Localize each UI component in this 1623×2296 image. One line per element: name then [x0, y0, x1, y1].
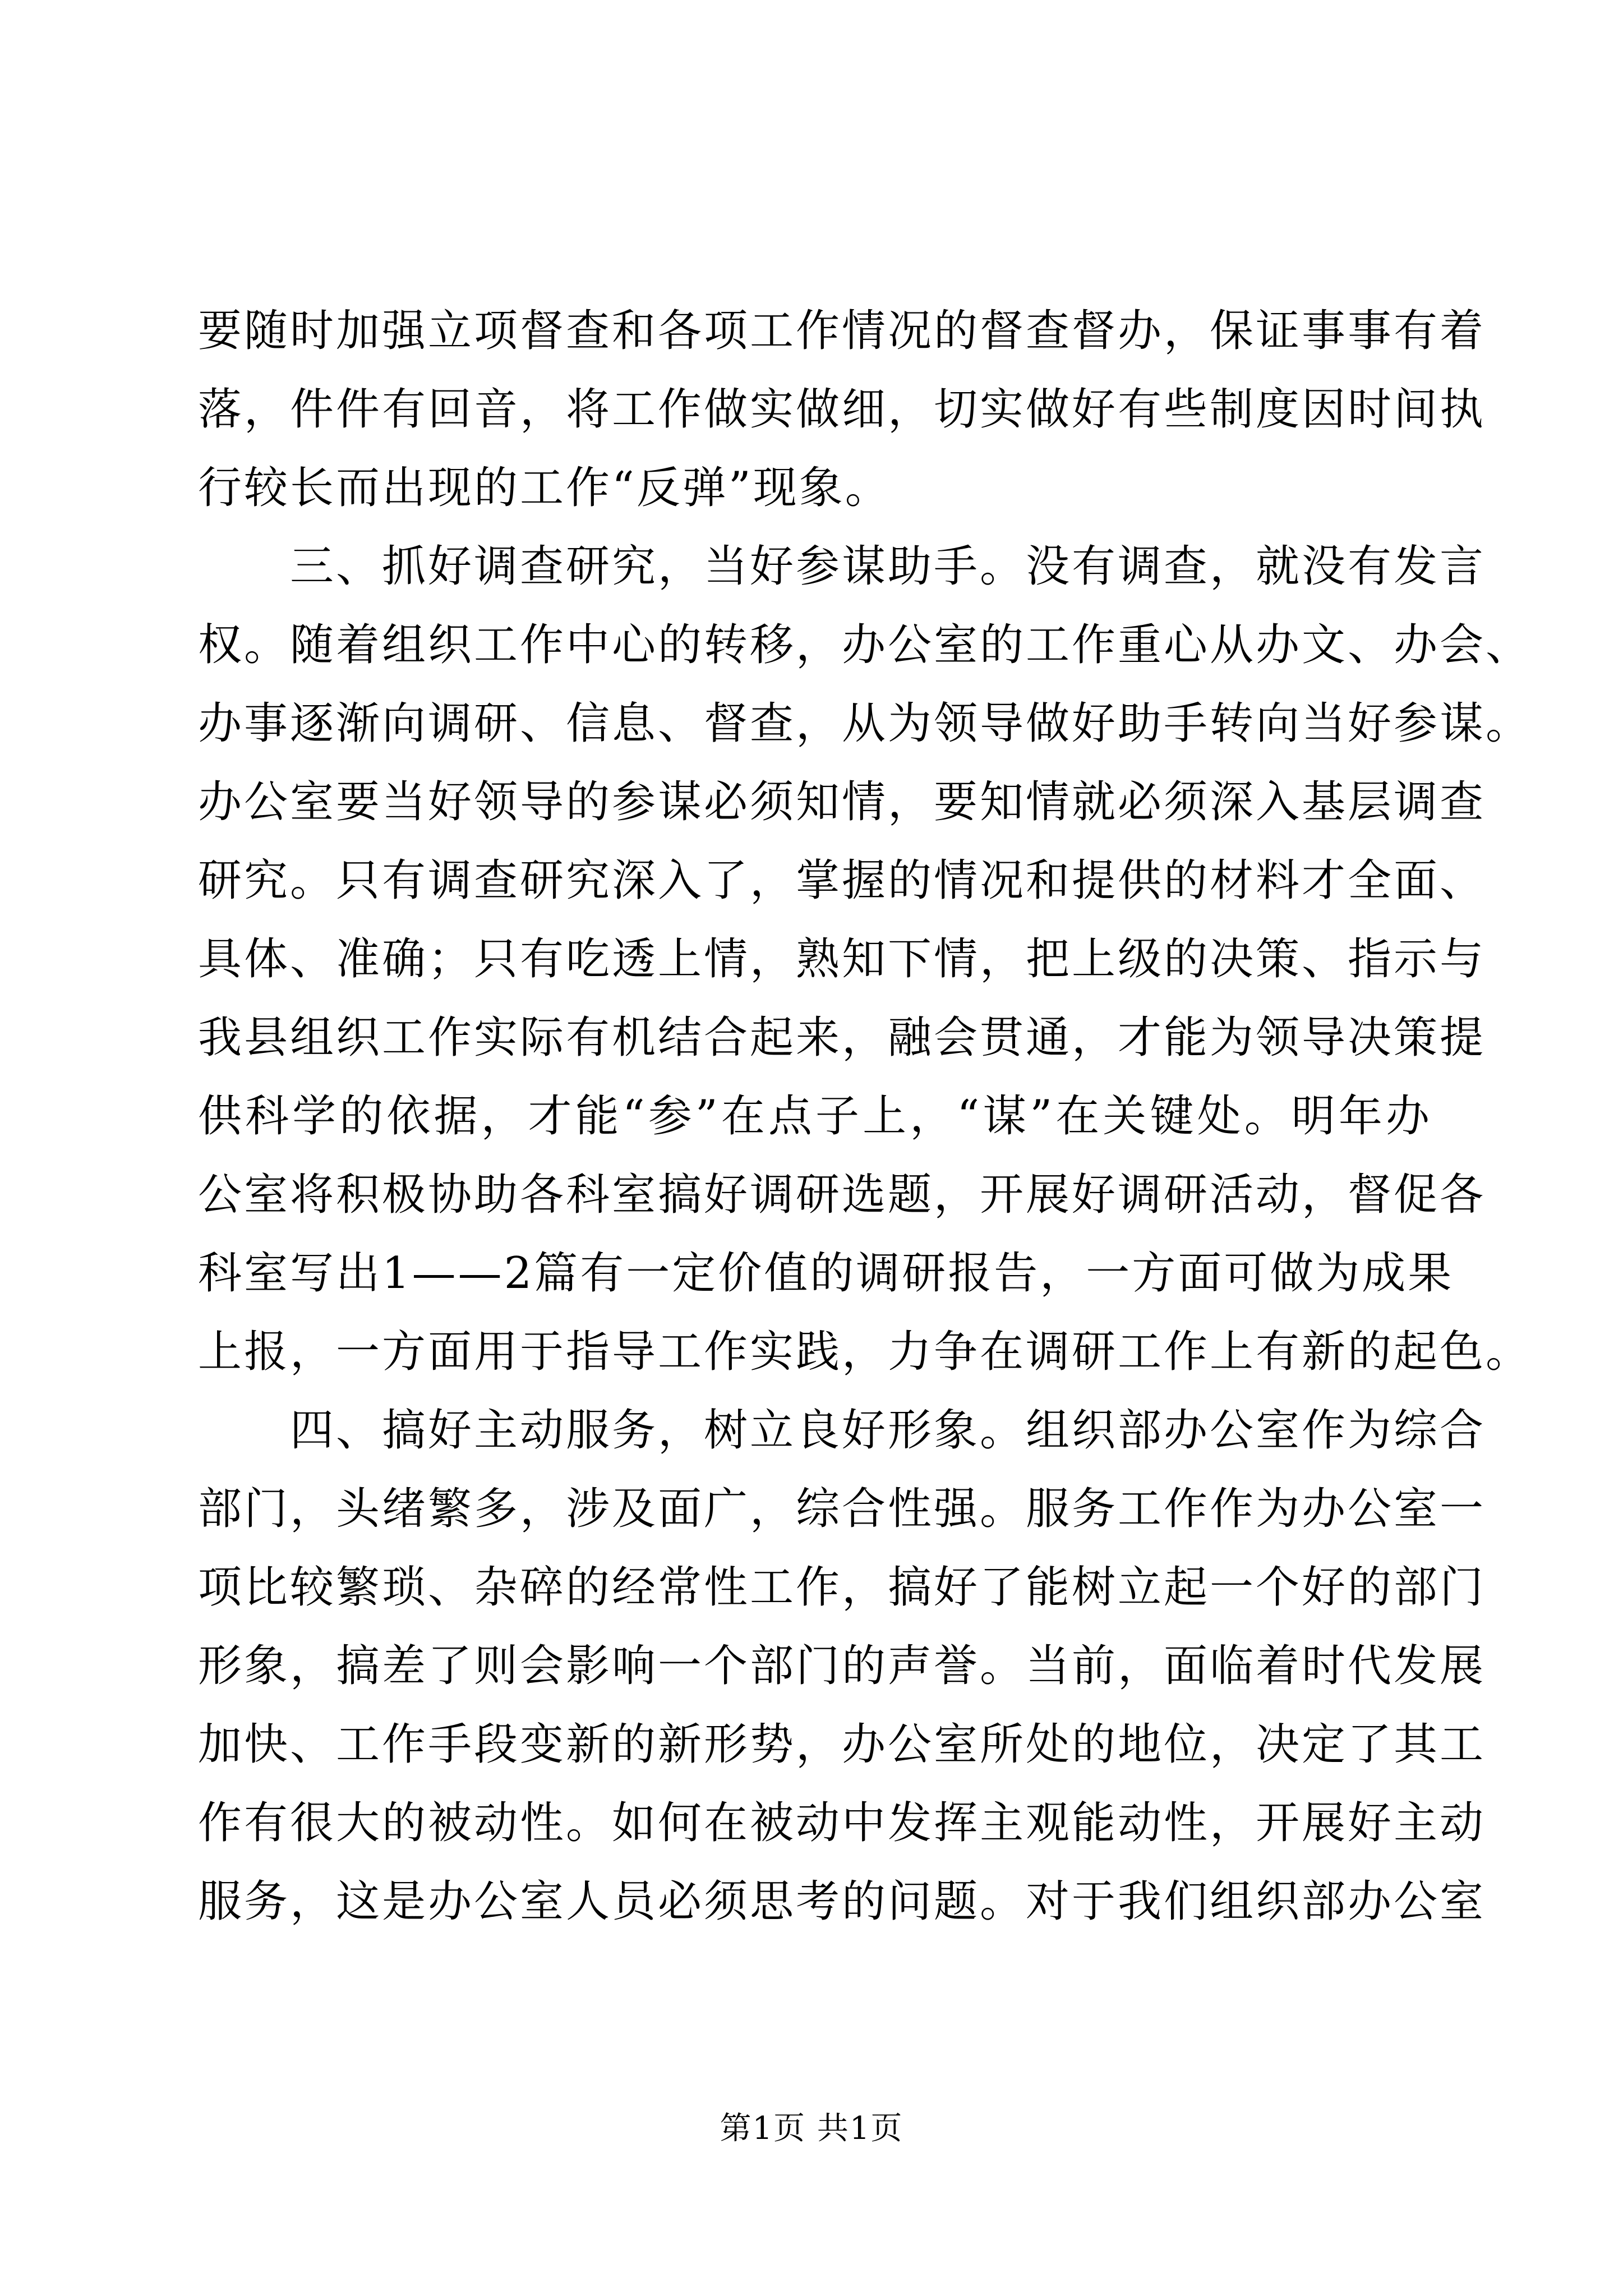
text-line: 服务，这是办公室人员必须思考的问题。对于我们组织部办公室 — [198, 1876, 1486, 1927]
text-line: 上报，一方面用于指导工作实践，力争在调研工作上有新的起色。 — [198, 1327, 1532, 1377]
text-line: 科室写出1——2篇有一定价值的调研报告，一方面可做为成果 — [198, 1248, 1454, 1299]
text-line: 项比较繁琐、杂碎的经常性工作，搞好了能树立起一个好的部门 — [198, 1562, 1486, 1613]
text-line: 研究。只有调查研究深入了，掌握的情况和提供的材料才全面、 — [198, 855, 1486, 906]
text-line: 供科学的依据，才能“参”在点子上，“谋”在关键处。明年办 — [198, 1091, 1432, 1142]
paragraph-start-line: 四、搞好主动服务，树立良好形象。组织部办公室作为综合 — [290, 1405, 1486, 1456]
page-number-footer: 第1页 共1页 — [720, 2110, 903, 2147]
text-line: 形象，搞差了则会影响一个部门的声誉。当前，面临着时代发展 — [198, 1641, 1486, 1691]
text-line: 部门，头绪繁多，涉及面广，综合性强。服务工作作为办公室一 — [198, 1484, 1486, 1534]
text-line: 作有很大的被动性。如何在被动中发挥主观能动性，开展好主动 — [198, 1798, 1486, 1848]
text-line: 具体、准确；只有吃透上情，熟知下情，把上级的决策、指示与 — [198, 934, 1486, 984]
text-line: 权。随着组织工作中心的转移，办公室的工作重心从办文、办会、 — [198, 620, 1532, 670]
paragraph-start-line: 三、抓好调查研究，当好参谋助手。没有调查，就没有发言 — [290, 541, 1486, 592]
text-line: 公室将积极协助各科室搞好调研选题，开展好调研活动，督促各 — [198, 1170, 1486, 1220]
text-line: 办事逐渐向调研、信息、督查，从为领导做好助手转向当好参谋。 — [198, 698, 1532, 749]
text-line: 落，件件有回音，将工作做实做细，切实做好有些制度因时间执 — [198, 384, 1486, 435]
text-line: 行较长而出现的工作“反弹”现象。 — [198, 463, 891, 513]
document-body — [198, 292, 1532, 1941]
text-line: 我县组织工作实际有机结合起来，融会贯通，才能为领导决策提 — [198, 1013, 1486, 1063]
text-line: 办公室要当好领导的参谋必须知情，要知情就必须深入基层调查 — [198, 777, 1486, 827]
text-line: 加快、工作手段变新的新形势，办公室所处的地位，决定了其工 — [198, 1719, 1486, 1770]
text-line: 要随时加强立项督查和各项工作情况的督查督办，保证事事有着 — [198, 306, 1486, 356]
